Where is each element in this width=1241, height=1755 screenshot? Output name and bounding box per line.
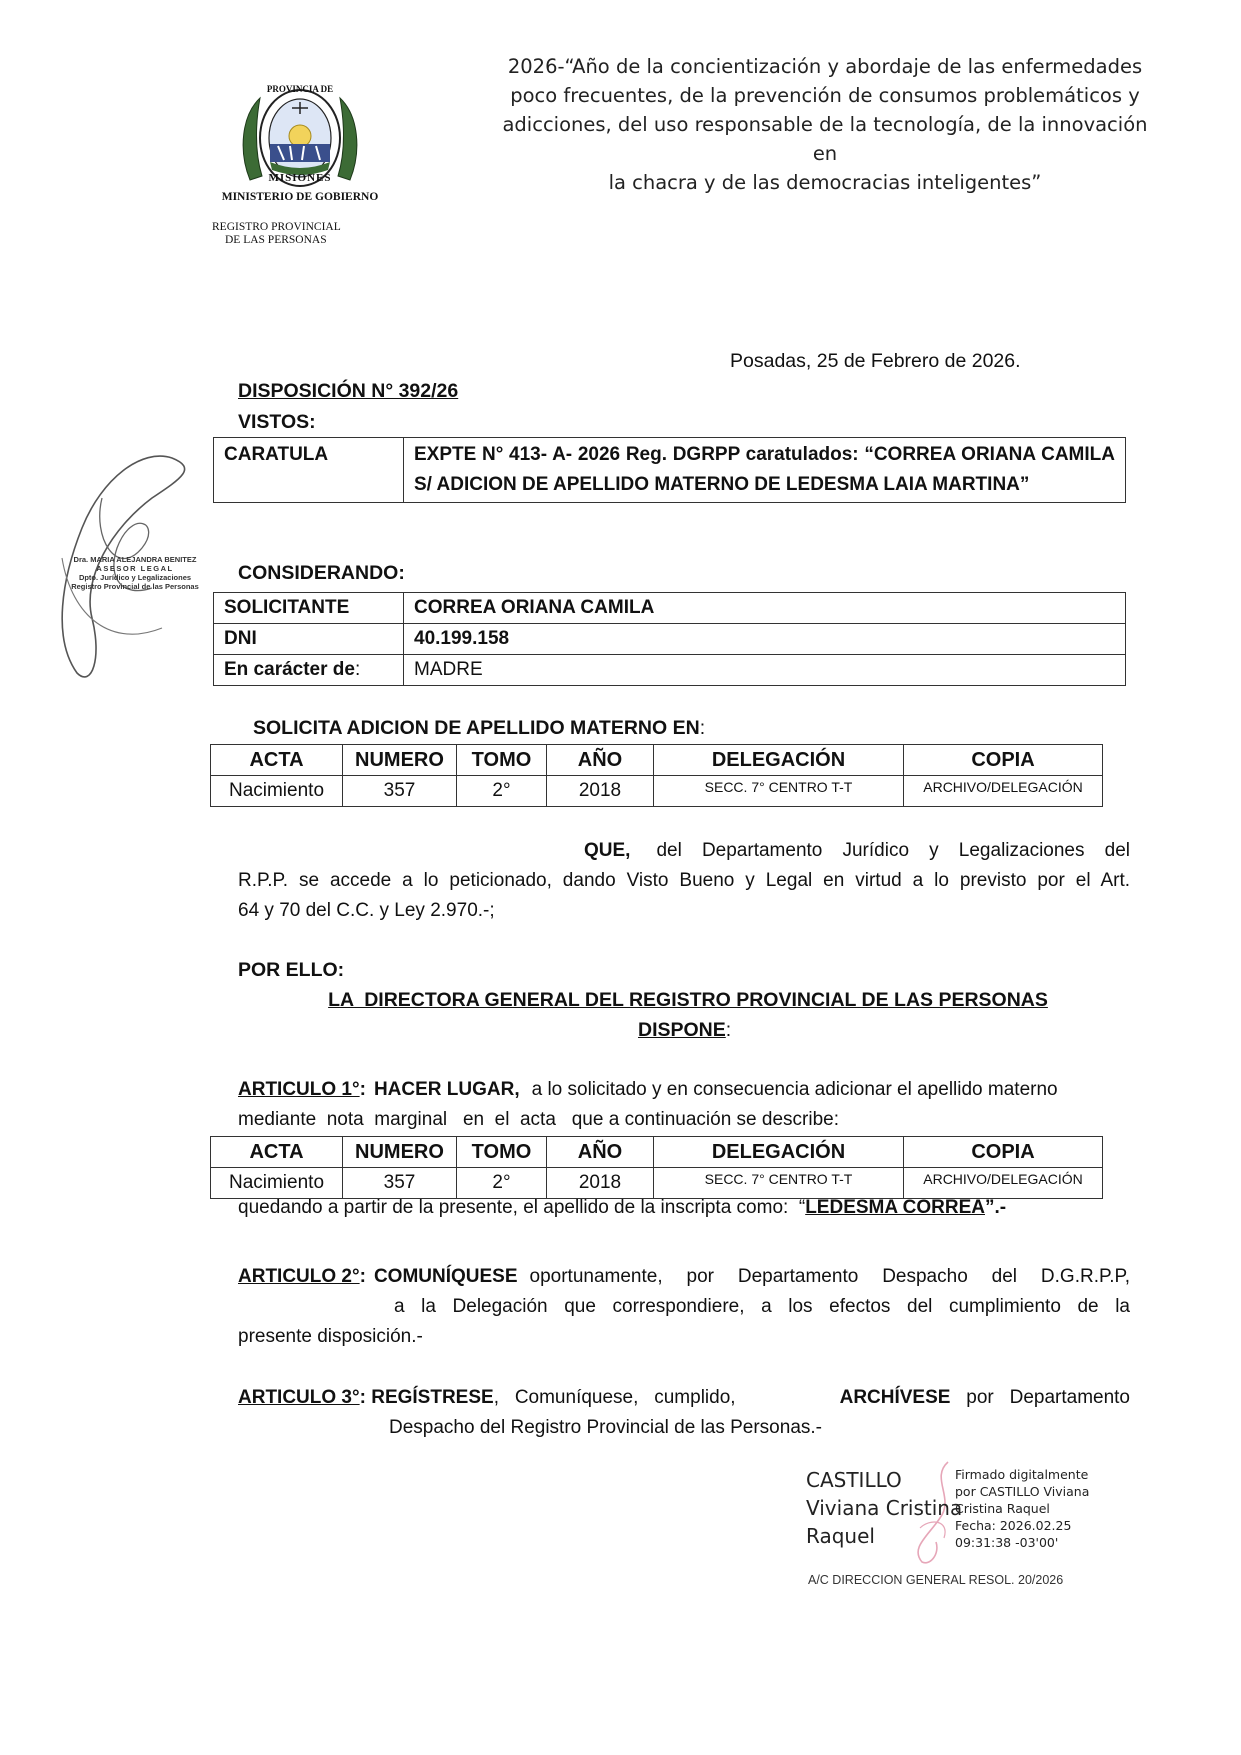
registry-line-2: DE LAS PERSONAS <box>225 234 327 246</box>
dni-value: 40.199.158 <box>404 624 1126 655</box>
article-2 <box>238 1262 1130 1352</box>
motto-line-3: adicciones, del uso responsable de la tecnología, de la innovación en <box>502 113 1148 165</box>
col-tomo: TOMO <box>457 745 547 776</box>
art3-line-1 <box>238 1383 1130 1413</box>
acta-numero: 357 <box>343 776 457 807</box>
que-line-1 <box>238 836 1130 866</box>
motto-line-1: 2026-“Año de la concientización y abordaje de las enfermedades <box>507 55 1143 78</box>
caracter-row <box>214 655 1126 686</box>
stamp-line-4: Registro Provincial de las Personas <box>71 582 199 591</box>
applicant-table <box>213 592 1126 686</box>
art2-line-1-rest: oportunamente, por Departamento Despacho del D.G.R.P.P, <box>529 1266 1130 1287</box>
art1-result-pre: quedando a partir de la presente, el apellido de la inscripta como: “ <box>238 1197 806 1218</box>
acta2-tipo: Nacimiento <box>211 1168 343 1199</box>
signer-name-line-3: Raquel <box>806 1524 875 1548</box>
stamp-line-1: Dra. MARIA ALEJANDRA BENITEZ <box>73 555 197 564</box>
art1-lead: HACER LUGAR, <box>373 1079 520 1100</box>
art3-lead2: ARCHÍVESE <box>839 1387 951 1408</box>
seal-text-top: PROVINCIA DE <box>266 84 334 94</box>
art3-head <box>238 1383 736 1413</box>
art1-line-2: mediante nota marginal en el acta que a continuación se describe: <box>238 1109 839 1130</box>
art3-colon: : <box>359 1387 366 1408</box>
col2-numero: NUMERO <box>343 1137 457 1168</box>
digital-line-5: 09:31:38 -03'00' <box>955 1535 1059 1550</box>
acta-header-row <box>211 745 1103 776</box>
acta-row <box>211 776 1103 807</box>
art1-colon: : <box>359 1079 366 1100</box>
dispone-heading <box>638 1019 731 1042</box>
art2-colon: : <box>359 1266 366 1287</box>
acta2-copia: ARCHIVO/DELEGACIÓN <box>904 1168 1103 1199</box>
que-paragraph <box>238 836 1130 926</box>
year-motto <box>500 52 1150 197</box>
dni-label: DNI <box>214 624 404 655</box>
col-copia: COPIA <box>904 745 1103 776</box>
acta2-anio: 2018 <box>547 1168 654 1199</box>
col-acta: ACTA <box>211 745 343 776</box>
dispone-text: DISPONE <box>638 1019 726 1041</box>
acta-copia: ARCHIVO/DELEGACIÓN <box>904 776 1103 807</box>
art3-line-2: Despacho del Registro Provincial de las Personas.- <box>389 1417 822 1438</box>
signer-name-line-1: CASTILLO <box>806 1468 902 1492</box>
caracter-colon: : <box>354 659 361 680</box>
digital-signature-info <box>955 1466 1089 1551</box>
article-1 <box>238 1075 1130 1135</box>
directora-title: LA DIRECTORA GENERAL DEL REGISTRO PROVINCIAL DE LAS PERSONAS <box>328 989 1048 1011</box>
col2-delegacion: DELEGACIÓN <box>654 1137 904 1168</box>
stamp-line-2: ASESOR LEGAL <box>96 564 174 573</box>
caratula-table <box>213 437 1126 503</box>
caracter-cell <box>214 655 404 686</box>
acta2-tomo: 2° <box>457 1168 547 1199</box>
por-ello-heading: POR ELLO: <box>238 959 345 981</box>
dni-row <box>214 624 1126 655</box>
digital-line-2: por CASTILLO Viviana <box>955 1484 1090 1499</box>
acta-tomo: 2° <box>457 776 547 807</box>
signer-role: A/C DIRECCION GENERAL RESOL. 20/2026 <box>808 1573 1064 1587</box>
art3-label: ARTICULO 3° <box>238 1387 360 1408</box>
caratula-row <box>214 438 1126 503</box>
solicitante-value: CORREA ORIANA CAMILA <box>404 593 1126 624</box>
solicita-heading-colon: : <box>699 717 706 739</box>
col-numero: NUMERO <box>343 745 457 776</box>
signer-name <box>806 1466 962 1550</box>
solicita-heading <box>253 717 705 740</box>
art2-label: ARTICULO 2° <box>238 1266 360 1287</box>
col2-acta: ACTA <box>211 1137 343 1168</box>
art1-label: ARTICULO 1° <box>238 1079 360 1100</box>
que-line-2: R.P.P. se accede a lo peticionado, dando Visto Bueno y Legal en virtud a lo previsto por el Art. <box>238 870 1130 891</box>
art3-lead: REGÍSTRESE <box>371 1387 494 1408</box>
article-3 <box>238 1383 1130 1443</box>
art3-rest: por Departamento <box>966 1387 1130 1408</box>
acta2-header-row <box>211 1137 1103 1168</box>
art2-line-2: a la Delegación que correspondiere, a los efectos del cumplimiento de la <box>394 1296 1130 1317</box>
caratula-label: CARATULA <box>214 438 404 503</box>
ministry-name: MINISTERIO DE GOBIERNO <box>221 191 379 203</box>
que-lead: QUE, <box>584 840 631 861</box>
seal-text-bottom: MISIONES <box>268 172 332 184</box>
acta-tipo: Nacimiento <box>211 776 343 807</box>
art1-result-post: ”.- <box>985 1197 1007 1218</box>
art1-line-1-rest: a lo solicitado y en consecuencia adicionar el apellido materno <box>531 1079 1058 1100</box>
date-line: Posadas, 25 de Febrero de 2026. <box>730 350 1021 372</box>
art2-line-3: presente disposición.- <box>238 1326 423 1347</box>
registry-line-1: REGISTRO PROVINCIAL <box>212 221 341 233</box>
vistos-heading: VISTOS: <box>238 411 316 433</box>
caratula-text: EXPTE N° 413- A- 2026 Reg. DGRPP caratulados: “CORREA ORIANA CAMILA S/ ADICION DE APELLIDO MATERNO DE LEDESMA LAIA MARTINA” <box>404 438 1126 503</box>
art3-mid: , Comuníquese, cumplido, <box>493 1387 736 1408</box>
motto-line-2: poco frecuentes, de la prevención de consumos problemáticos y <box>510 84 1140 107</box>
acta-anio: 2018 <box>547 776 654 807</box>
col2-copia: COPIA <box>904 1137 1103 1168</box>
acta2-delegacion: SECC. 7° CENTRO T-T <box>654 1168 904 1199</box>
art1-new-surname: LEDESMA CORREA <box>805 1197 985 1218</box>
signer-name-line-2: Viviana Cristina <box>806 1496 963 1520</box>
acta-delegacion: SECC. 7° CENTRO T-T <box>654 776 904 807</box>
col-anio: AÑO <box>547 745 654 776</box>
col2-anio: AÑO <box>547 1137 654 1168</box>
solicita-heading-text: SOLICITA ADICION DE APELLIDO MATERNO EN <box>253 717 700 739</box>
motto-line-4: la chacra y de las democracias inteligentes” <box>608 171 1042 194</box>
art3-tail <box>840 1383 1130 1413</box>
dispone-colon: : <box>725 1019 732 1041</box>
considerando-heading: CONSIDERANDO: <box>238 562 405 584</box>
digital-line-1: Firmado digitalmente <box>955 1467 1089 1482</box>
art1-line-1 <box>238 1075 1130 1105</box>
que-line-1-rest: del Departamento Jurídico y Legalizaciones del <box>656 840 1130 861</box>
acta2-numero: 357 <box>343 1168 457 1199</box>
acta-table-1 <box>210 744 1103 807</box>
col2-tomo: TOMO <box>457 1137 547 1168</box>
digital-line-4: Fecha: 2026.02.25 <box>955 1518 1072 1533</box>
art1-result <box>238 1197 1006 1219</box>
art2-line-1 <box>238 1262 1130 1292</box>
solicitante-row <box>214 593 1126 624</box>
caracter-label: En carácter de <box>224 659 355 680</box>
stamp-line-3: Dpto. Jurídico y Legalizaciones <box>78 573 192 582</box>
solicitante-label: SOLICITANTE <box>214 593 404 624</box>
art2-lead: COMUNÍQUESE <box>373 1266 518 1287</box>
acta-table-2 <box>210 1136 1103 1199</box>
que-line-3: 64 y 70 del C.C. y Ley 2.970.-; <box>238 900 495 921</box>
registry-name <box>212 221 382 247</box>
legal-advisor-stamp <box>70 555 200 591</box>
caracter-value: MADRE <box>404 655 1126 686</box>
col-delegacion: DELEGACIÓN <box>654 745 904 776</box>
disposition-number: DISPOSICIÓN N° 392/26 <box>238 380 459 402</box>
acta2-row <box>211 1168 1103 1199</box>
digital-line-3: Cristina Raquel <box>955 1501 1050 1516</box>
